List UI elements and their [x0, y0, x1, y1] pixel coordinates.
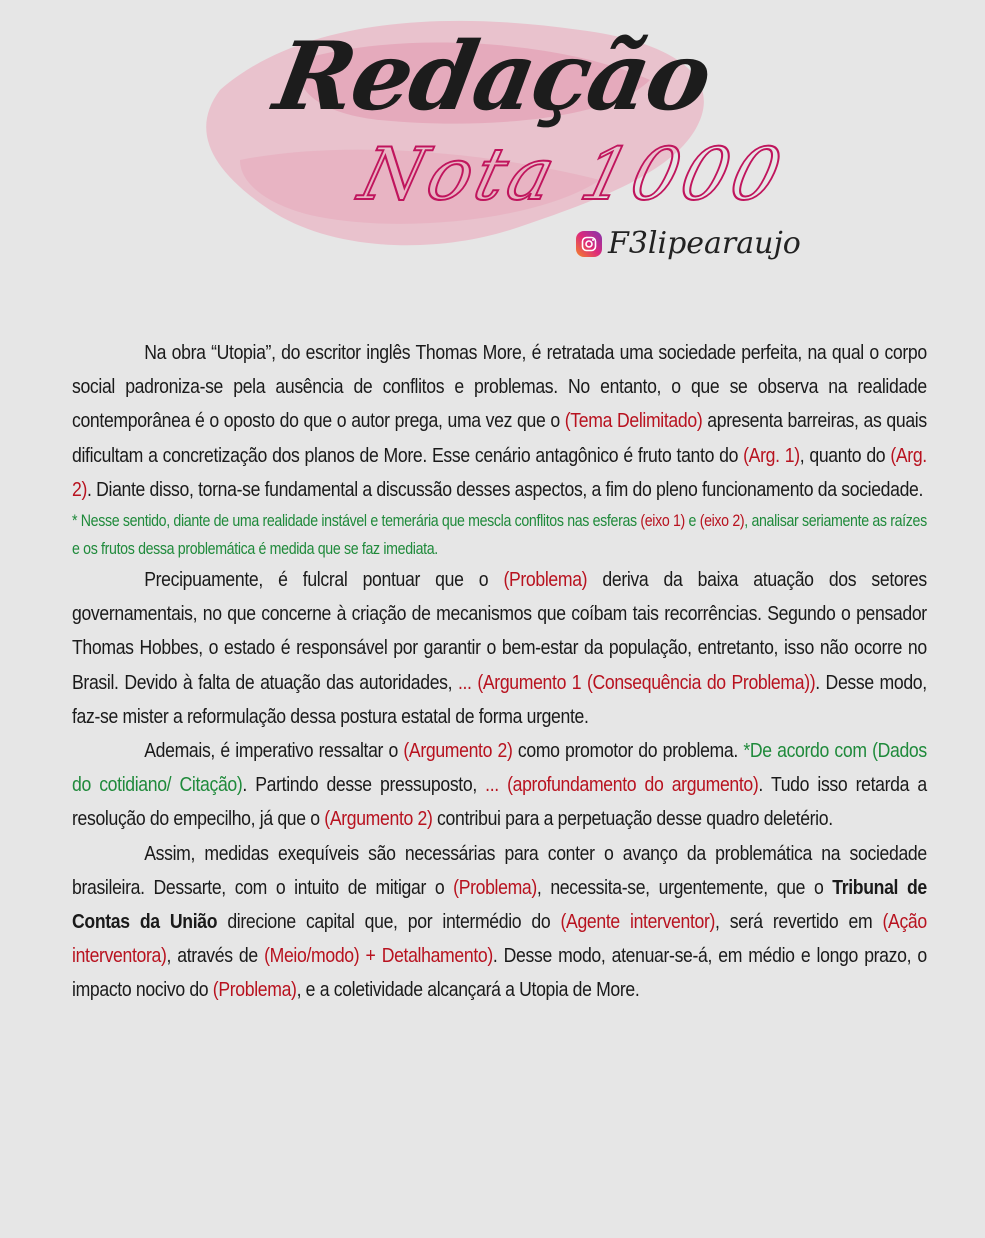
text-span: , e a coletividade alcançará a Utopia de More.	[296, 978, 640, 1002]
text-span: e	[684, 512, 700, 531]
header	[0, 0, 985, 300]
placeholder-argumento1: ... (Argumento 1 (Consequência do Problema))	[457, 670, 816, 694]
text-span: . Partindo desse pressuposto,	[242, 773, 486, 797]
placeholder-problema: (Problema)	[212, 978, 297, 1002]
text-span: , analisar seriamente as raízes e os frutos dessa problemática é medida que se faz imediata.	[72, 512, 927, 559]
instagram-handle	[576, 226, 801, 261]
paragraph-development-1	[72, 563, 927, 734]
placeholder-problema: (Problema)	[503, 568, 588, 592]
placeholder-argumento2: (Argumento 2)	[324, 807, 433, 831]
paragraph-development-2	[72, 734, 927, 837]
placeholder-eixo2: (eixo 2)	[699, 512, 745, 531]
text-span: , necessita-se, urgentemente, que o	[536, 875, 833, 899]
title: Redação	[267, 22, 718, 132]
subtitle: Nota 1000	[351, 132, 794, 216]
placeholder-problema: (Problema)	[453, 875, 537, 899]
text-span: Precipuamente, é fulcral pontuar que o	[144, 568, 504, 592]
text-span: direcione capital que, por intermédio do	[217, 910, 561, 934]
text-span: Ademais, é imperativo ressaltar o	[144, 739, 404, 763]
text-span: . Diante disso, torna-se fundamental a discussão desses aspectos, a fim do pleno funcionamento da sociedade.	[86, 477, 924, 501]
placeholder-argumento2: (Argumento 2)	[403, 739, 513, 763]
text-span: contribui para a perpetuação desse quadro deletério.	[432, 807, 833, 831]
paragraph-intro	[72, 336, 927, 507]
placeholder-acao: (Ação interventora)	[72, 910, 927, 968]
text-span: . Desse modo, faz-se mister a reformulação dessa postura estatal de forma urgente.	[72, 670, 927, 728]
placeholder-eixo1: (eixo 1)	[640, 512, 685, 531]
text-span: . Desse modo, atenuar-se-á, em médio e longo prazo, o impacto nocivo do	[72, 944, 927, 1002]
essay-body	[72, 336, 927, 1008]
text-span: . Tudo isso retarda a resolução do empecilho, já que o	[72, 773, 927, 831]
placeholder-arg2: (Arg. 2)	[72, 443, 927, 501]
text-span: Assim, medidas exequíveis são necessárias para conter o avanço da problemática na sociedade brasileira. Dessarte, com o intuito de mitigar o	[72, 841, 927, 899]
handle-text: F3lipearaujo	[608, 226, 801, 261]
placeholder-aprofundamento: ... (aprofundamento do argumento)	[485, 773, 759, 797]
text-span: , através de	[166, 944, 265, 968]
placeholder-citacao: *De acordo com (Dados do cotidiano/ Citação)	[72, 739, 927, 797]
placeholder-agente: (Agente interventor)	[560, 910, 716, 934]
bold-agent: Tribunal de Contas da União	[72, 875, 927, 934]
text-span: deriva da baixa atuação dos setores governamentais, no que concerne à criação de mecanismos que coíbam tais recorrências. Segundo o pensador Thomas Hobbes, o estado é responsável por garantir o bem-estar da população, entretanto, isso não ocorre no Brasil. Devido à falta de atuação das autoridades,	[72, 568, 927, 694]
text-span: Na obra “Utopia”, do escritor inglês Thomas More, é retratada uma sociedade perfeita, na qual o corpo social padroniza-se pela ausência de conflitos e problemas. No entanto, o que se observa na realidade contemporânea é o oposto do que o autor prega, uma vez que o	[72, 341, 927, 433]
text-span: apresenta barreiras, as quais dificultam a concretização dos planos de More. Esse cenário antagônico é fruto tanto do	[72, 409, 927, 467]
placeholder-tema: (Tema Delimitado)	[564, 409, 703, 433]
text-span: , quanto do	[799, 443, 891, 467]
instagram-icon	[576, 231, 602, 257]
paragraph-conclusion	[72, 837, 927, 1008]
text-span: como promotor do problema.	[512, 739, 744, 763]
placeholder-meio: (Meio/modo) + Detalhamento)	[264, 944, 493, 968]
green-note	[72, 507, 927, 563]
text-span: * Nesse sentido, diante de uma realidade instável e temerária que mescla conflitos nas esferas	[72, 512, 641, 531]
text-span: , será revertido em	[715, 910, 883, 934]
placeholder-arg1: (Arg. 1)	[743, 443, 800, 467]
